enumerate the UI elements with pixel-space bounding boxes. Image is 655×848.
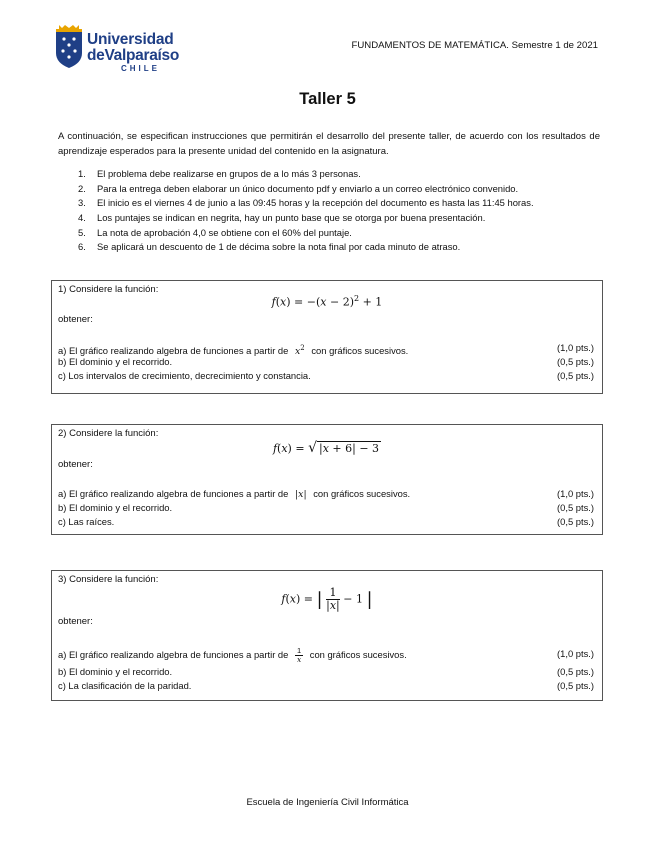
page-title: Taller 5	[299, 90, 356, 108]
points-label: (0,5 pts.)	[557, 666, 594, 677]
list-item: 4. Los puntajes se indican en negrita, hay un punto base que se otorga por buena presentación.	[78, 212, 486, 224]
problem-item: c) La clasificación de la paridad. (0,5 pts.)	[58, 680, 594, 691]
points-label: (1,0 pts.)	[557, 342, 594, 353]
list-item: 6. Se aplicará un descuento de 1 de décima sobre la nota final por cada minuto de atraso.	[78, 241, 461, 253]
problem-heading: 1) Considere la función:	[58, 284, 159, 295]
problem-item: c) Las raíces. (0,5 pts.)	[58, 516, 594, 527]
list-item: 1. El problema debe realizarse en grupos de a lo más 3 personas.	[78, 168, 361, 179]
obtener-label: obtener:	[58, 459, 93, 470]
problem-item: b) El dominio y el recorrido. (0,5 pts.)	[58, 666, 594, 677]
problem-2-box	[51, 424, 603, 535]
function-formula: f(x) = | $\frac{1}{|x|}$ − 1 |	[281, 586, 373, 612]
points-label: (1,0 pts.)	[557, 488, 594, 499]
problem-1-box	[51, 280, 603, 394]
list-item: 3. El inicio es el viernes 4 de junio a las 09:45 horas y la recepción del documento es hasta las 11:45 horas.	[78, 197, 534, 209]
problem-item: c) Los intervalos de crecimiento, decrecimiento y constancia. (0,5 pts.)	[58, 370, 594, 381]
problem-item: b) El dominio y el recorrido. (0,5 pts.)	[58, 356, 594, 367]
logo-line-3: CHILE	[121, 64, 160, 73]
points-label: (0,5 pts.)	[557, 502, 594, 513]
instructions-list	[58, 167, 603, 255]
problem-3-box	[51, 570, 603, 701]
problem-item: a) El gráfico realizando algebra de funciones a partir de $x^2$ con gráficos sucesivos. (1,0 pts.)	[58, 342, 594, 358]
problem-item: b) El dominio y el recorrido. (0,5 pts.)	[58, 502, 594, 513]
points-label: (1,0 pts.)	[557, 648, 594, 659]
university-logo	[55, 23, 180, 77]
logo-line-2: deValparaíso	[87, 47, 180, 64]
points-label: (0,5 pts.)	[557, 356, 594, 367]
function-formula: f(x) = √ |x + 6| − 3	[272, 440, 380, 456]
function-formula: $f(x) = -(x - 2)^2 + 1$	[271, 294, 383, 309]
list-item: 5. La nota de aprobación 4,0 se obtiene con el 60% del puntaje.	[78, 226, 352, 238]
obtener-label: obtener:	[58, 314, 93, 325]
intro-paragraph: A continuación, se especifican instrucciones que permitirán el desarrollo del presente taller, de acuerdo con los resultados de aprendizaje esperados para la presente unidad del contenido en la asignatura.	[58, 131, 600, 157]
list-item: 2. Para la entrega deben elaborar un único documento pdf y enviarlo a un correo electrónico convenido.	[78, 182, 519, 194]
shield-icon	[55, 23, 83, 69]
points-label: (0,5 pts.)	[557, 516, 594, 527]
problem-item: a) El gráfico realizando algebra de funciones a partir de $\frac{1}{x}$ con gráficos sucesivos. (1,0 pts.)	[58, 646, 594, 664]
obtener-label: obtener:	[58, 616, 93, 627]
course-header: FUNDAMENTOS DE MATEMÁTICA. Semestre 1 de 2021	[351, 40, 598, 51]
problem-heading: 2) Considere la función:	[58, 428, 159, 439]
page-footer: Escuela de Ingeniería Civil Informática	[246, 797, 409, 808]
problem-item: a) El gráfico realizando algebra de funciones a partir de |x| con gráficos sucesivos. (1,0 pts.)	[58, 488, 594, 500]
points-label: (0,5 pts.)	[557, 680, 594, 691]
points-label: (0,5 pts.)	[557, 370, 594, 381]
problem-heading: 3) Considere la función:	[58, 574, 159, 585]
logo-line-1: Universidad	[87, 31, 174, 48]
logo-wordmark	[87, 32, 179, 74]
